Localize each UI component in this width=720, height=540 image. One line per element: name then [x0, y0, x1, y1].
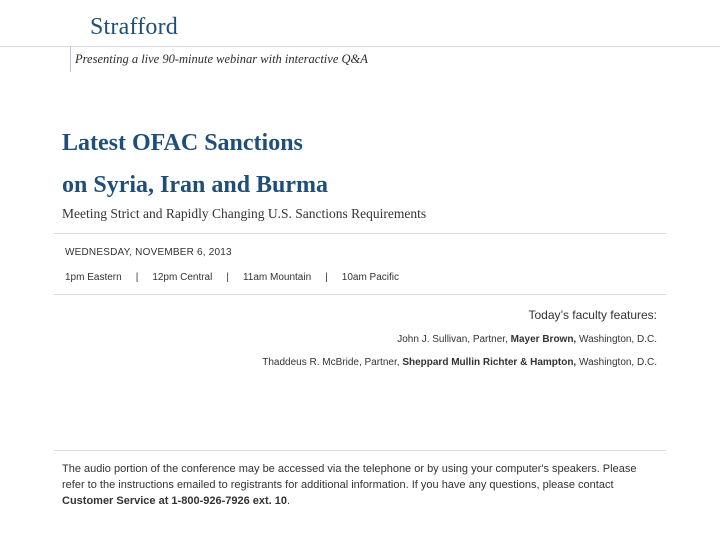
subtitle: Meeting Strict and Rapidly Changing U.S. Sanctions Requirements — [62, 206, 427, 221]
strafford-logo: Strafford — [90, 14, 179, 40]
divider-middle — [54, 294, 666, 295]
tagline: Presenting a live 90-minute webinar with interactive Q&A — [75, 52, 368, 66]
webinar-times — [65, 272, 399, 283]
customer-service-contact: Customer Service at 1-800-926-7926 ext. 10 — [62, 495, 288, 507]
audio-instructions — [62, 461, 662, 509]
speaker-location: Washington, D.C. — [579, 357, 657, 368]
time-separator: | — [226, 272, 229, 283]
header-divider-tick — [70, 46, 71, 72]
speaker-2 — [262, 357, 657, 368]
speaker-firm: Mayer Brown, — [510, 334, 577, 345]
speaker-name: John J. Sullivan, Partner, — [397, 334, 508, 345]
speaker-location: Washington, D.C. — [579, 334, 657, 345]
divider-top — [54, 233, 666, 234]
title-line-2: on Syria, Iran and Burma — [62, 172, 329, 198]
time-mountain: 11am Mountain — [242, 272, 312, 283]
time-eastern: 1pm Eastern — [65, 272, 122, 283]
header-divider — [0, 46, 720, 47]
time-separator: | — [135, 272, 139, 283]
time-separator: | — [325, 272, 328, 283]
speaker-name: Thaddeus R. McBride, Partner, — [262, 357, 400, 368]
faculty-heading: Today’s faculty features: — [528, 308, 657, 322]
webinar-date: WEDNESDAY, NOVEMBER 6, 2013 — [65, 247, 232, 258]
title-line-1: Latest OFAC Sanctions — [62, 130, 303, 156]
speaker-1 — [397, 334, 657, 345]
time-pacific: 10am Pacific — [341, 272, 400, 283]
instructions-text: The audio portion of the conference may be accessed via the telephone or by using your computer's speakers. Please refer to the instructions emailed to registrants for additional information. If you have any questions, please contact — [62, 463, 637, 491]
time-central: 12pm Central — [152, 272, 213, 283]
divider-bottom — [54, 450, 666, 451]
speaker-firm: Sheppard Mullin Richter & Hampton, — [402, 357, 577, 368]
instructions-end: . — [287, 495, 291, 507]
